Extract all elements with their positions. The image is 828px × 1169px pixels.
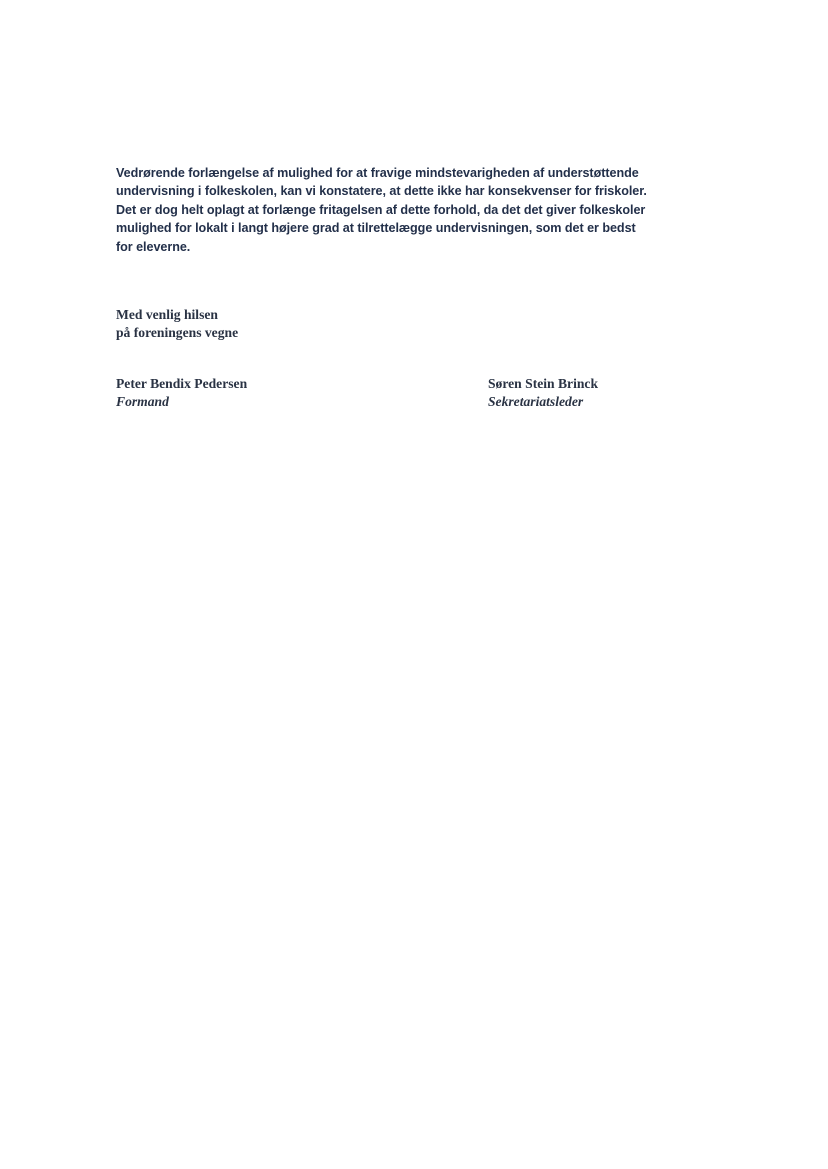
body-line: Vedrørende forlængelse af mulighed for at fravige mindstevarigheden af understøttende: [116, 166, 639, 180]
body-line: for eleverne.: [116, 239, 191, 254]
signatory-title: Formand: [116, 394, 169, 409]
signatory-name: Søren Stein Brinck: [488, 376, 599, 391]
closing-on-behalf: på foreningens vegne: [116, 325, 239, 340]
body-line: mulighed for lokalt i langt højere grad at tilrettelægge undervisningen, som det er bedst: [116, 221, 636, 236]
signatory-secretariat-head: [488, 375, 598, 411]
signatory-name: Peter Bendix Pedersen: [116, 376, 248, 391]
body-line: undervisning i folkeskolen, kan vi konstatere, at dette ikke har konsekvenser for friskoler.: [116, 184, 647, 199]
closing-greeting: Med venlig hilsen: [116, 307, 218, 322]
closing-block: [116, 306, 238, 342]
signatory-chairman: [116, 375, 247, 411]
signatory-title: Sekretariatsleder: [488, 394, 584, 409]
body-paragraph: [116, 164, 656, 256]
body-line: Det er dog helt oplagt at forlænge fritagelsen af dette forhold, da det det giver folkeskoler: [116, 202, 646, 217]
